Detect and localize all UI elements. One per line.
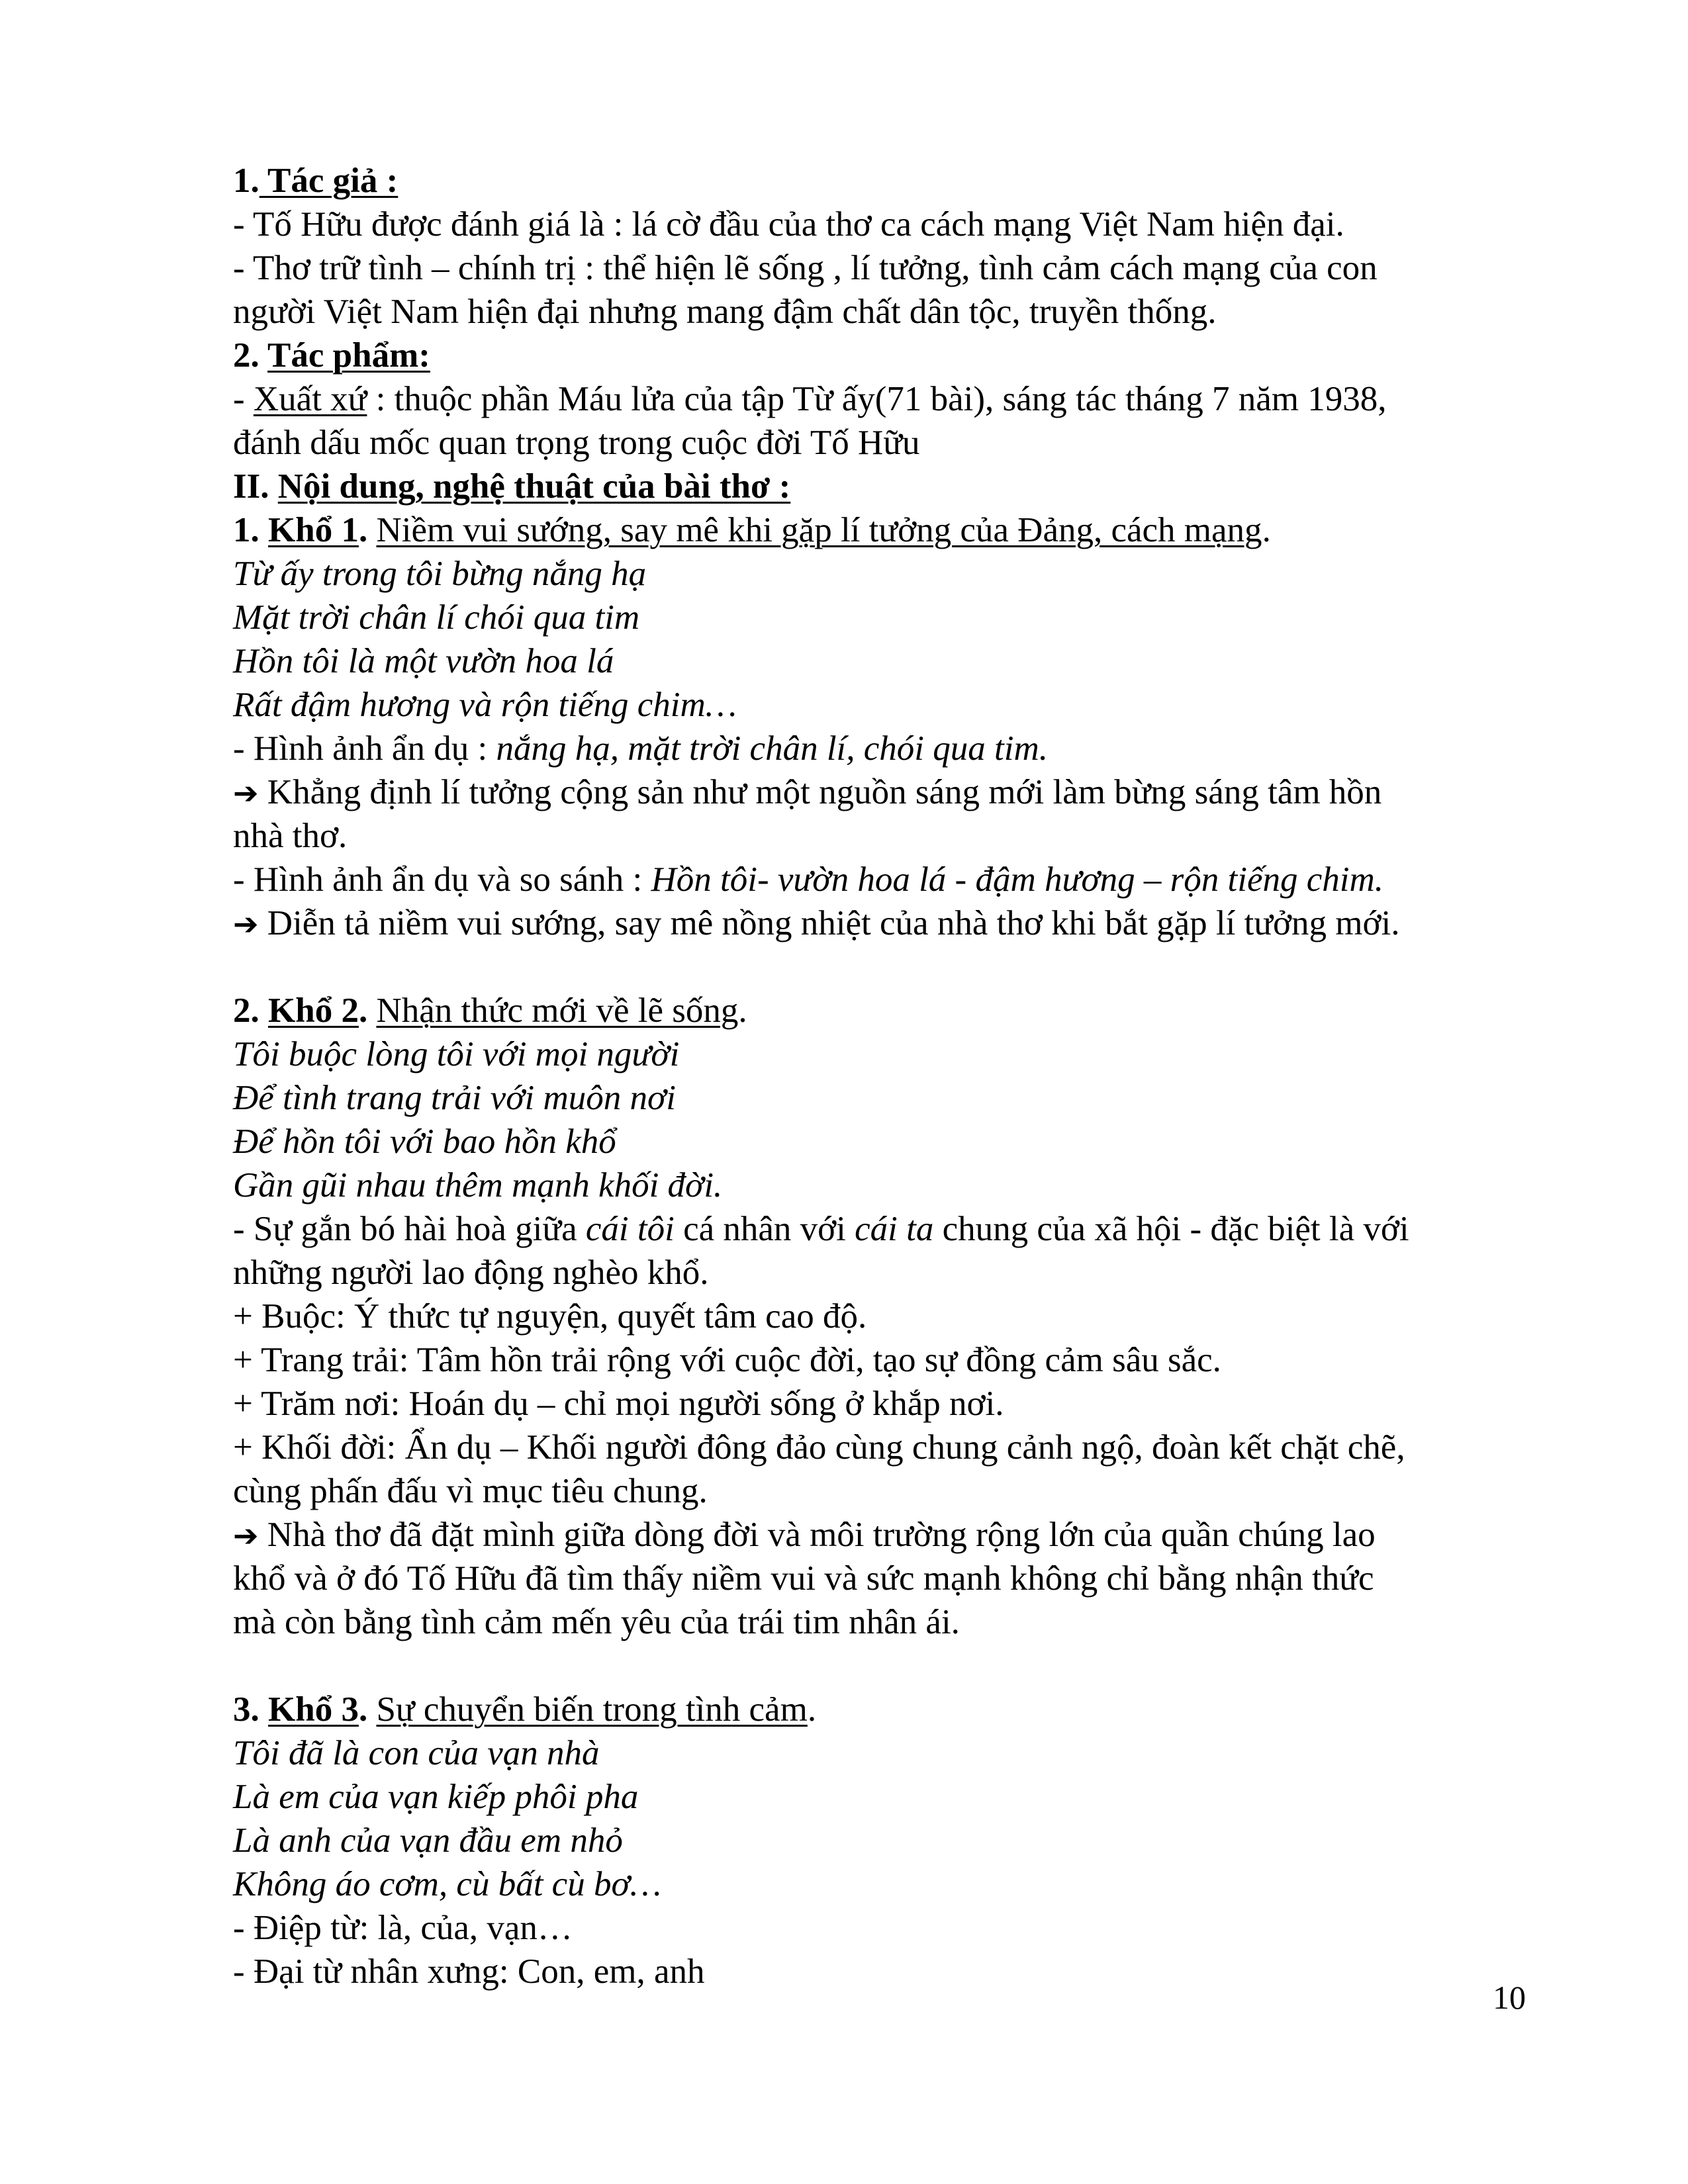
conclusion-line: nhà thơ.: [233, 817, 348, 855]
stanza-2-heading: 2. Khổ 2. Nhận thức mới về lẽ sống.: [233, 991, 747, 1030]
poem-line: Không áo cơm, cù bất cù bơ…: [233, 1865, 661, 1903]
poem-line: Hồn tôi là một vườn hoa lá: [233, 642, 614, 680]
heading-number: 1.: [233, 161, 259, 200]
heading-number: 2.: [233, 336, 259, 375]
poem-line: Từ ấy trong tôi bừng nắng hạ: [233, 555, 647, 593]
analysis-line: - Điệp từ: là, của, vạn…: [233, 1909, 573, 1947]
section-2-line: - Xuất xứ : thuộc phần Máu lửa của tập Từ ấy(71 bài), sáng tác tháng 7 năm 1938,: [233, 380, 1387, 418]
poem-line: Gần gũi nhau thêm mạnh khối đời.: [233, 1166, 723, 1205]
poem-line: Là em của vạn kiếp phôi pha: [233, 1778, 639, 1816]
stanza-label: Khổ 2: [268, 991, 359, 1030]
stanza-title: Nhận thức mới về lẽ sống: [376, 991, 739, 1030]
poem-line: Mặt trời chân lí chói qua tim: [233, 598, 640, 637]
section-1-line: - Tố Hữu được đánh giá là : lá cờ đầu của thơ ca cách mạng Việt Nam hiện đại.: [233, 205, 1344, 244]
section-2-heading: [233, 336, 430, 379]
stanza-title: Niềm vui sướng, say mê khi gặp lí tưởng của Đảng, cách mạng: [376, 511, 1262, 549]
analysis-point: + Trăm nơi: Hoán dụ – chỉ mọi người sống ở khắp nơi.: [233, 1385, 1004, 1423]
analysis-point: cùng phấn đấu vì mục tiêu chung.: [233, 1472, 708, 1510]
section-1-heading: [233, 161, 398, 205]
origin-label: Xuất xứ: [253, 380, 367, 418]
stanza-label: Khổ 1: [268, 511, 359, 549]
poem-line: Để hồn tôi với bao hồn khổ: [233, 1122, 616, 1161]
conclusion-line: ➔ Khẳng định lí tưởng cộng sản như một nguồn sáng mới làm bừng sáng tâm hồn: [233, 773, 1382, 811]
poem-line: Tôi buộc lòng tôi với mọi người: [233, 1035, 680, 1073]
section-2-line: đánh dấu mốc quan trọng trong cuộc đời Tố Hữu: [233, 424, 920, 462]
analysis-line: - Hình ảnh ẩn dụ : nắng hạ, mặt trời chân lí, chói qua tim.: [233, 729, 1048, 768]
section-1-line: người Việt Nam hiện đại nhưng mang đậm chất dân tộc, truyền thống.: [233, 293, 1217, 331]
analysis-line: - Sự gắn bó hài hoà giữa cái tôi cá nhân với cái ta chung của xã hội - đặc biệt là với: [233, 1210, 1409, 1248]
poem-line: Rất đậm hương và rộn tiếng chim…: [233, 686, 737, 724]
arrow-icon: ➔: [233, 906, 259, 942]
poem-line: Là anh của vạn đầu em nhỏ: [233, 1821, 623, 1860]
analysis-line: - Hình ảnh ẩn dụ và so sánh : Hồn tôi- vườn hoa lá - đậm hương – rộn tiếng chim.: [233, 860, 1384, 899]
poem-line: Tôi đã là con của vạn nhà: [233, 1734, 600, 1772]
section-1-line: - Thơ trữ tình – chính trị : thể hiện lẽ sống , lí tưởng, tình cảm cách mạng của con: [233, 249, 1378, 287]
stanza-label: Khổ 3: [268, 1690, 359, 1729]
analysis-line: - Đại từ nhân xưng: Con, em, anh: [233, 1952, 705, 1991]
stanza-3-heading: 3. Khổ 3. Sự chuyển biến trong tình cảm.: [233, 1690, 817, 1729]
conclusion-line: ➔ Nhà thơ đã đặt mình giữa dòng đời và môi trường rộng lớn của quần chúng lao: [233, 1516, 1376, 1554]
poem-line: Để tình trang trải với muôn nơi: [233, 1079, 676, 1117]
part-2-heading: II. Nội dung, nghệ thuật của bài thơ :: [233, 467, 791, 506]
arrow-icon: ➔: [233, 775, 259, 811]
conclusion-line: khổ và ở đó Tố Hữu đã tìm thấy niềm vui và sức mạnh không chỉ bằng nhận thức: [233, 1559, 1374, 1598]
arrow-icon: ➔: [233, 1518, 259, 1553]
analysis-line: những người lao động nghèo khổ.: [233, 1253, 709, 1292]
heading-text: Tác giả :: [259, 161, 399, 200]
analysis-point: + Khối đời: Ẩn dụ – Khối người đông đảo cùng chung cảnh ngộ, đoàn kết chặt chẽ,: [233, 1428, 1405, 1467]
page-number: 10: [1493, 1979, 1526, 2016]
analysis-point: + Trang trải: Tâm hồn trải rộng với cuộc đời, tạo sự đồng cảm sâu sắc.: [233, 1341, 1221, 1379]
analysis-point: + Buộc: Ý thức tự nguyện, quyết tâm cao độ.: [233, 1297, 867, 1336]
stanza-title: Sự chuyển biến trong tình cảm: [376, 1690, 808, 1729]
heading-text: Nội dung, nghệ thuật của bài thơ :: [277, 467, 791, 506]
conclusion-line: mà còn bằng tình cảm mến yêu của trái tim nhân ái.: [233, 1603, 960, 1641]
stanza-1-heading: 1. Khổ 1. Niềm vui sướng, say mê khi gặp lí tưởng của Đảng, cách mạng.: [233, 511, 1271, 549]
heading-text: Tác phẩm:: [267, 336, 430, 375]
conclusion-line: ➔ Diễn tả niềm vui sướng, say mê nồng nhiệt của nhà thơ khi bắt gặp lí tưởng mới.: [233, 904, 1400, 942]
